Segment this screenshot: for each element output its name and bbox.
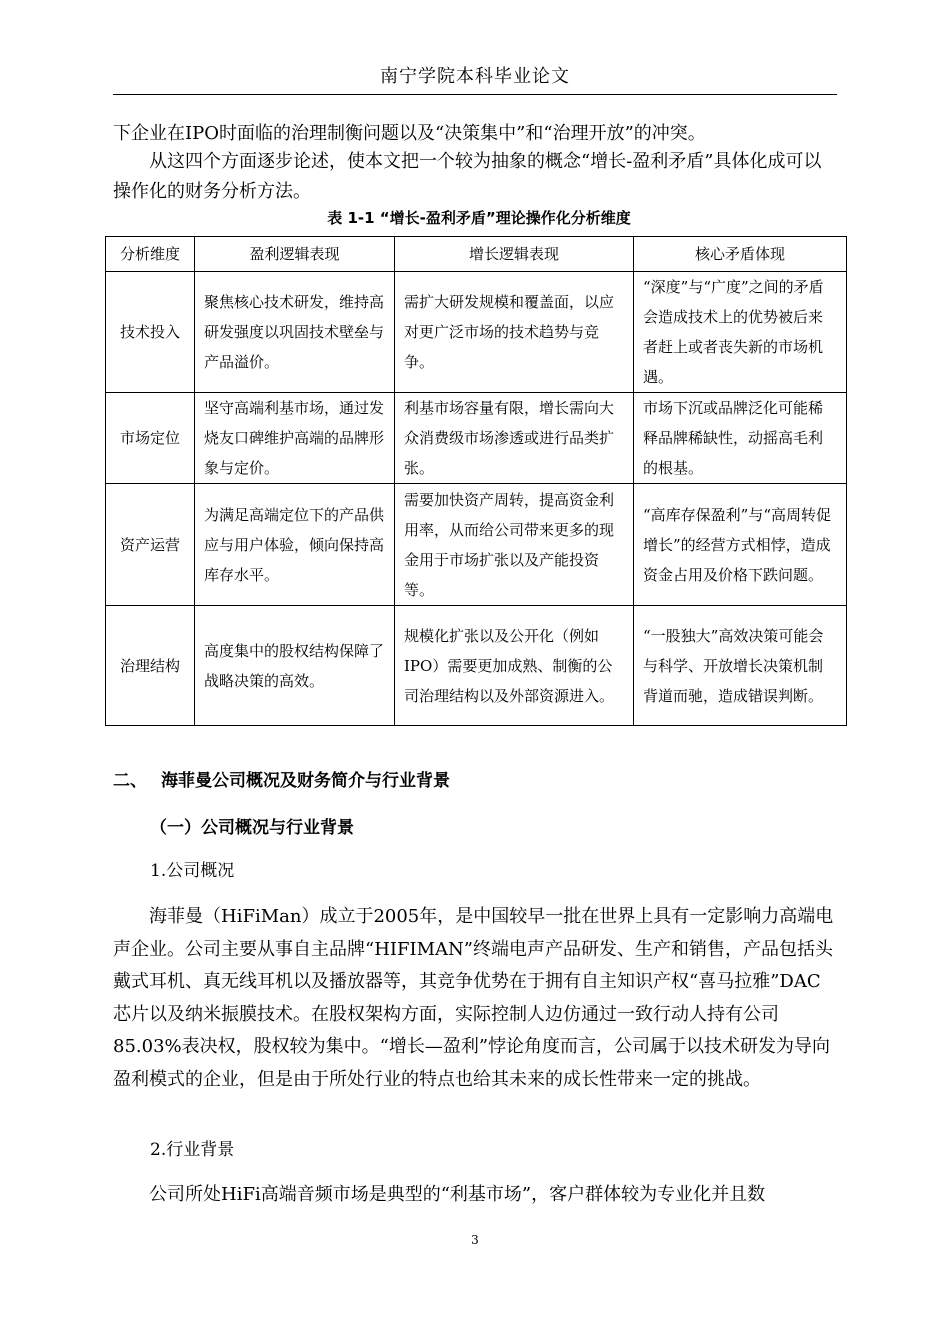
- table-cell-profit: 聚焦核心技术研发，维持高研发强度以巩固技术壁垒与产品溢价。: [195, 272, 395, 393]
- table-cell-conflict: “深度”与“广度”之间的矛盾会造成技术上的优势被后来者赶上或者丧失新的市场机遇。: [634, 272, 847, 393]
- page-header-title: 南宁学院本科毕业论文: [380, 66, 570, 87]
- header-divider: [113, 94, 837, 95]
- analysis-dimension-table: [105, 236, 847, 726]
- item-heading-industry-background: 2.行业背景: [150, 1140, 235, 1160]
- section-title: 海菲曼公司概况及财务简介与行业背景: [161, 771, 450, 791]
- table-header-cell: 增长逻辑表现: [395, 237, 634, 272]
- table-row: [106, 484, 847, 606]
- table-header-row: [106, 237, 847, 272]
- subsection-heading: （一）公司概况与行业背景: [150, 818, 354, 838]
- table-cell-profit: 坚守高端利基市场，通过发烧友口碑维护高端的品牌形象与定价。: [195, 393, 395, 484]
- table-cell-growth: 规模化扩张以及公开化（例如IPO）需要更加成熟、制衡的公司治理结构以及外部资源进入。: [395, 606, 634, 726]
- table-cell-conflict: “高库存保盈利”与“高周转促增长”的经营方式相悖，造成资金占用及价格下跌问题。: [634, 484, 847, 606]
- table-cell-growth: 利基市场容量有限，增长需向大众消费级市场渗透或进行品类扩张。: [395, 393, 634, 484]
- intro-paragraph-2: 从这四个方面逐步论述，使本文把一个较为抽象的概念“增长-盈利矛盾”具体化成可以操作化的财务分析方法。: [113, 151, 822, 202]
- page-number: 3: [471, 1233, 479, 1247]
- item-heading-company-overview: 1.公司概况: [150, 861, 235, 881]
- table-cell-growth: 需扩大研发规模和覆盖面，以应对更广泛市场的技术趋势与竞争。: [395, 272, 634, 393]
- table-cell-dimension: 市场定位: [106, 393, 195, 484]
- table-header-cell: 核心矛盾体现: [634, 237, 847, 272]
- table-row: [106, 606, 847, 726]
- table-cell-conflict: “一股独大”高效决策可能会与科学、开放增长决策机制背道而驰，造成错误判断。: [634, 606, 847, 726]
- table-header-cell: 分析维度: [106, 237, 195, 272]
- table-cell-dimension: 资产运营: [106, 484, 195, 606]
- table-cell-profit: 为满足高端定位下的产品供应与用户体验，倾向保持高库存水平。: [195, 484, 395, 606]
- industry-background-paragraph: 公司所处HiFi高端音频市场是典型的“利基市场”，客户群体较为专业化并且数: [149, 1184, 766, 1205]
- table-row: [106, 393, 847, 484]
- table-header-cell: 盈利逻辑表现: [195, 237, 395, 272]
- intro-paragraph-1: 下企业在IPO时面临的治理制衡问题以及“决策集中”和“治理开放”的冲突。: [113, 123, 706, 144]
- company-overview-paragraph: 海菲曼（HiFiMan）成立于2005年，是中国较早一批在世界上具有一定影响力高端电声企业。公司主要从事自主品牌“HIFIMAN”终端电声产品研发、生产和销售，产品包括头戴式耳机、真无线耳机以及播放器等，其竞争优势在于拥有自主知识产权“喜马拉雅”DAC芯片以及纳米振膜技术。在股权架构方面，实际控制人边仿通过一致行动人持有公司85.03%表决权，股权较为集中。“增长—盈利”悖论角度而言，公司属于以技术研发为导向盈利模式的企业，但是由于所处行业的特点也给其未来的成长性带来一定的挑战。: [113, 906, 834, 1090]
- table-cell-dimension: 治理结构: [106, 606, 195, 726]
- table-cell-dimension: 技术投入: [106, 272, 195, 393]
- table-row: [106, 272, 847, 393]
- table-cell-growth: 需要加快资产周转，提高资金利用率，从而给公司带来更多的现金用于市场扩张以及产能投资等。: [395, 484, 634, 606]
- section-heading: [113, 766, 450, 796]
- table-cell-conflict: 市场下沉或品牌泛化可能稀释品牌稀缺性，动摇高毛利的根基。: [634, 393, 847, 484]
- table-caption: 表 1-1 “增长-盈利矛盾”理论操作化分析维度: [327, 209, 631, 227]
- table-cell-profit: 高度集中的股权结构保障了战略决策的高效。: [195, 606, 395, 726]
- section-number: 二、: [113, 771, 147, 791]
